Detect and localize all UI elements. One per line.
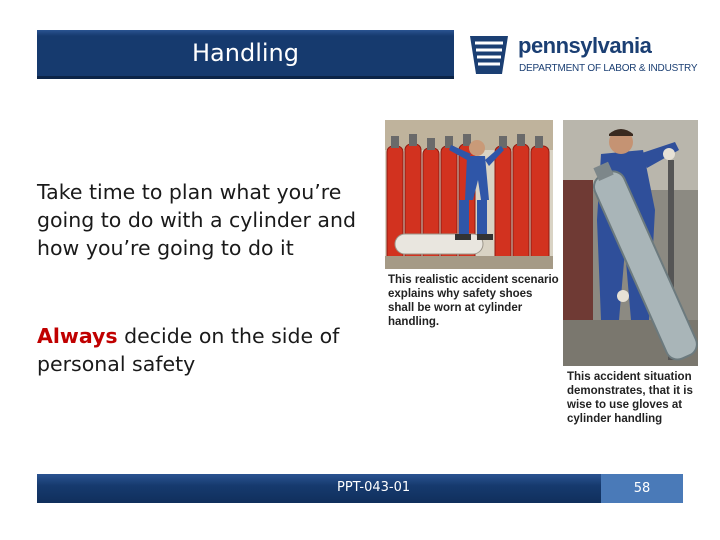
footer-code: PPT-043-01	[337, 480, 411, 495]
accident-photo-gloves	[563, 120, 698, 366]
body-paragraph-1: Take time to plan what you’re going to do with a cylinder and how you’re going to do it	[37, 180, 356, 260]
photo-caption-shoes: This realistic accident scenario explains why safety shoes shall be worn at cylinder handling.	[388, 274, 559, 328]
worker-lifting-cylinder-photo	[385, 120, 553, 269]
footer-bar	[37, 474, 683, 503]
accident-photo-shoes	[385, 120, 553, 269]
keystone-icon	[466, 34, 512, 76]
body-paragraph-2	[37, 322, 367, 378]
slide-title: Handling	[192, 39, 299, 67]
logo-department: DEPARTMENT OF LABOR & INDUSTRY	[519, 63, 698, 74]
worker-carrying-cylinder-photo	[563, 120, 698, 366]
logo-name: pennsylvania	[518, 33, 652, 58]
page-number: 58	[601, 474, 683, 503]
pennsylvania-logo	[466, 32, 698, 80]
emphasis-word: Always	[37, 324, 118, 348]
paragraph-2-rest: decide on the side of personal safety	[37, 324, 340, 376]
title-bar	[37, 30, 454, 79]
photo-caption-gloves: This accident situation demonstrates, that it is wise to use gloves at cylinder handling	[567, 371, 693, 425]
